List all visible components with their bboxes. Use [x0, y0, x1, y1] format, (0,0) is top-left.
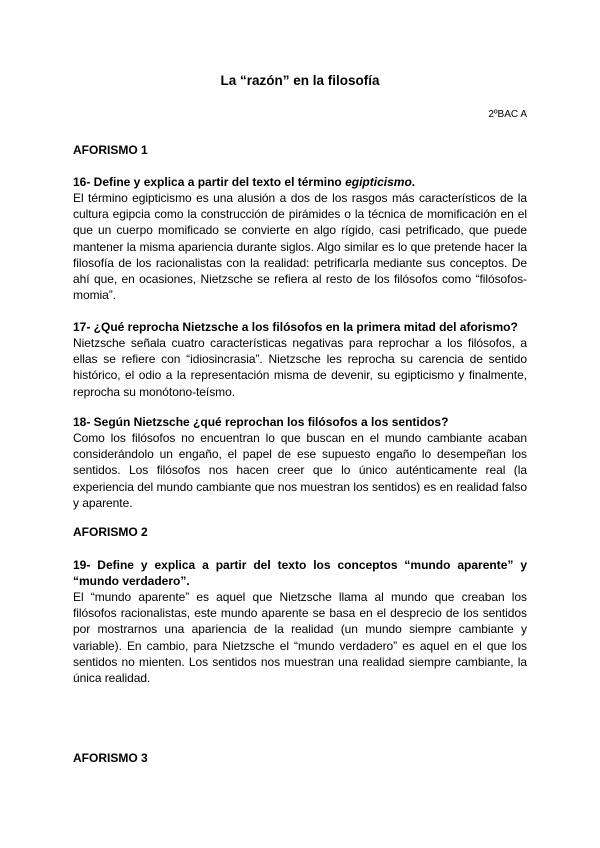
question-16-block	[73, 174, 527, 303]
question-17-block	[73, 319, 527, 400]
question-16	[73, 174, 527, 190]
aforismo-1-heading: AFORISMO 1	[73, 143, 148, 157]
answer-19: El “mundo aparente” es aquel que Nietzsche llama al mundo que creaban los filósofos racionalistas, este mundo aparente se basa en el desprecio de los sentidos por mostrarnos una apariencia de la realidad (un mundo siempre cambiante y variable). En cambio, para Nietzsche el “mundo verdadero” es aquel en el que los sentidos no mienten. Los sentidos nos muestran una realidad siempre cambiante, la única realidad.	[73, 590, 527, 686]
document-page	[73, 0, 527, 848]
question-16-term: egipticismo	[345, 175, 412, 189]
answer-17: Nietzsche señala cuatro características negativas para reprochar a los filósofos, a ellas se refiere con “idiosincrasia”. Nietzsche les reprocha su carencia de sentido histórico, el odio a la representación misma de devenir, su egipticismo y finalmente, reprocha su monótono-teísmo.	[73, 336, 527, 399]
question-16-prefix: 16- Define y explica a partir del texto el término	[73, 175, 346, 189]
question-18-block	[73, 414, 527, 511]
question-17: 17- ¿Qué reprocha Nietzsche a los filósofos en la primera mitad del aforismo?	[73, 320, 518, 334]
aforismo-3-heading: AFORISMO 3	[73, 751, 148, 765]
answer-16: El término egipticismo es una alusión a dos de los rasgos más característicos de la cultura egipcia como la construcción de pirámides o la técnica de momificación en el que un cuerpo momificado se convierte en algo rígido, casi petrificado, que puede mantener la misma apariencia durante siglos. Algo similar es lo que pretende hacer la filosofía de los racionalistas con la realidad: petrificarla mediante sus conceptos. De ahí que, en ocasiones, Nietzsche se refiera al resto de los filósofos como “filósofos-momia”.	[73, 191, 527, 303]
aforismo-2-heading: AFORISMO 2	[73, 525, 148, 539]
answer-18: Como los filósofos no encuentran lo que buscan en el mundo cambiante acaban considerándolo un engaño, el papel de ese supuesto engaño lo desempeñan los sentidos. Los filósofos nos hacen creer que lo único auténticamente real (la experiencia del mundo cambiante que nos muestran los sentidos) es en realidad falso y aparente.	[73, 431, 527, 510]
question-19: 19- Define y explica a partir del texto los conceptos “mundo aparente” y “mundo verdadero”.	[73, 558, 527, 588]
question-19-block	[73, 557, 527, 686]
class-label: 2ºBAC A	[488, 109, 527, 120]
document-title: La “razón” en la filosofía	[220, 73, 380, 88]
question-16-suffix: .	[411, 175, 416, 189]
question-18: 18- Según Nietzsche ¿qué reprochan los filósofos a los sentidos?	[73, 415, 449, 429]
